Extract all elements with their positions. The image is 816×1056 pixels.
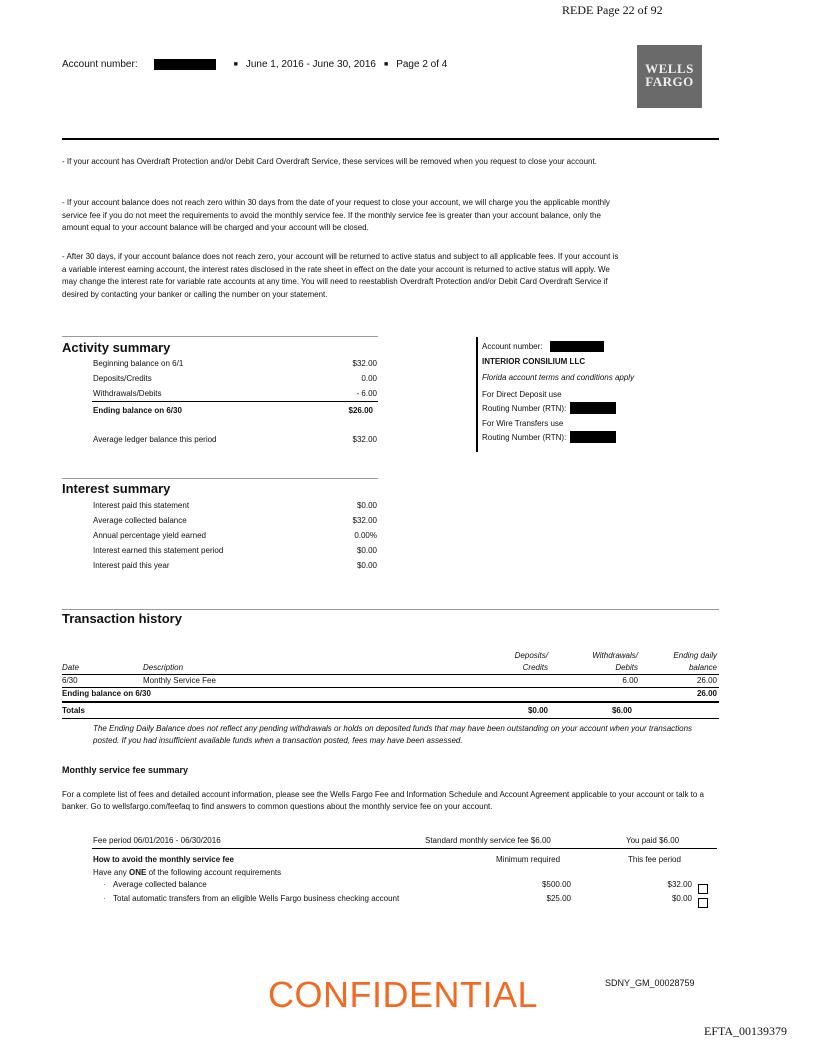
- this-fee-period-header: This fee period: [628, 855, 681, 864]
- column-header-credits: Credits: [522, 663, 548, 672]
- requirement-minimum: $500.00: [542, 880, 571, 889]
- page-number: Page 2 of 4: [396, 59, 448, 70]
- fee-period: Fee period 06/01/2016 - 06/30/2016: [93, 836, 221, 845]
- activity-value: $32.00: [352, 359, 377, 368]
- notice-balance-zero: - If your account balance does not reach zero within 30 days from the date of your request to close your account, we will charge you the applicable monthly service fee if you do not meet the requirements to avoid the monthly service fee. If the monthly service fee is greater than your account balance, only the amount equal to your account balance will be charged and your account will be closed.: [62, 198, 610, 232]
- checkbox-icon: [698, 884, 708, 894]
- wire-transfer-label: For Wire Transfers use: [482, 419, 564, 428]
- activity-ending-rule: [92, 401, 378, 402]
- activity-summary-title: Activity summary: [62, 340, 171, 355]
- notice-after-30-days: - After 30 days, if your account balance does not reach zero, your account will be returned to active status and subject to all applicable fees. If your account is a variable interest earning account, the interest rates disclosed in the rate sheet in effect on the date your account is returned to active status will apply. We may change the interest rate for variable rate accounts at any time. You will need to reestablish Overdraft Protection and/or Debit Card Overdraft Service if desired by contacting your banker or calling the number on your statement.: [62, 252, 619, 299]
- confidential-stamp: CONFIDENTIAL: [268, 974, 539, 1015]
- transaction-footnote: The Ending Daily Balance does not reflect any pending withdrawals or holds on deposited funds that may have been outstanding on your account when your transactions posted. If you had insufficient available funds when a transaction posted, fees may have been assessed.: [93, 724, 693, 745]
- account-terms: Florida account terms and conditions apply: [482, 373, 635, 382]
- page-reference: REDE Page 22 of 92: [562, 3, 663, 17]
- interest-label: Interest earned this statement period: [93, 546, 224, 555]
- transaction-history-title: Transaction history: [62, 611, 182, 626]
- totals-debits: $6.00: [611, 706, 632, 715]
- transaction-debit: 6.00: [622, 676, 638, 685]
- average-ledger-value: $32.00: [352, 435, 377, 444]
- account-info-bar: [476, 337, 478, 452]
- redacted-account-number: [154, 59, 216, 70]
- average-ledger-label: Average ledger balance this period: [93, 435, 217, 444]
- activity-value: - 6.00: [356, 389, 377, 398]
- redacted-routing-number: [570, 431, 616, 443]
- ending-balance-value: $26.00: [348, 406, 373, 415]
- column-header-date: Date: [62, 663, 79, 672]
- wire-transfer-rtn: [482, 431, 616, 443]
- logo-text-line2: FARGO: [645, 74, 694, 89]
- requirements-note-pre: Have any: [93, 868, 130, 877]
- bullet-icon: ■: [233, 61, 238, 68]
- redacted-account-number: [550, 341, 604, 352]
- fee-period-rule: [92, 848, 717, 849]
- requirement-label: Total automatic transfers from an eligible Wells Fargo business checking account: [113, 894, 400, 903]
- redacted-routing-number: [570, 402, 616, 414]
- interest-label: Interest paid this statement: [93, 501, 190, 510]
- transaction-ending-label: Ending balance on 6/30: [62, 689, 151, 698]
- interest-value: $0.00: [356, 561, 377, 570]
- interest-value: $0.00: [356, 546, 377, 555]
- header-bottom-rule: [62, 674, 719, 675]
- fee-paid: You paid $6.00: [626, 836, 680, 845]
- fee-summary-title: Monthly service fee summary: [62, 765, 189, 775]
- activity-value: 0.00: [361, 374, 377, 383]
- column-header-balance: balance: [688, 663, 717, 672]
- activity-label: Withdrawals/Debits: [93, 389, 162, 398]
- ending-balance-label: Ending balance on 6/30: [93, 406, 182, 415]
- interest-value: $32.00: [352, 516, 377, 525]
- totals-credits: $0.00: [527, 706, 548, 715]
- transaction-top-rule: [62, 609, 719, 610]
- bullet-dot-icon: ·: [103, 880, 106, 889]
- column-header-withdrawals: Withdrawals/: [592, 651, 638, 660]
- requirement-label: Average collected balance: [113, 880, 207, 889]
- account-number-label: Account number:: [62, 59, 138, 70]
- avoid-fee-heading: How to avoid the monthly service fee: [93, 855, 234, 864]
- interest-label: Average collected balance: [93, 516, 187, 525]
- column-header-debits: Debits: [615, 663, 638, 672]
- requirements-note-bold: ONE: [129, 868, 147, 877]
- bates-number: SDNY_GM_00028759: [605, 978, 695, 988]
- logo-text-line1: WELLS: [645, 61, 694, 76]
- requirement-checkbox: [694, 894, 708, 912]
- direct-deposit-rtn: [482, 402, 616, 414]
- row-rule: [62, 687, 719, 688]
- interest-label: Annual percentage yield earned: [93, 531, 206, 540]
- bullet-icon: ■: [383, 61, 389, 68]
- transaction-ending-value: 26.00: [696, 689, 717, 698]
- requirement-minimum: $25.00: [546, 894, 571, 903]
- direct-deposit-rtn-label: Routing Number (RTN):: [482, 403, 567, 413]
- bullet-dot-icon: ·: [103, 894, 106, 903]
- interest-value: $0.00: [356, 501, 377, 510]
- requirement-actual: $32.00: [667, 880, 692, 889]
- wells-fargo-logo: [637, 45, 702, 108]
- standard-fee: Standard monthly service fee $6.00: [425, 836, 551, 845]
- statement-period: June 1, 2016 - June 30, 2016: [245, 59, 376, 70]
- account-holder-name: INTERIOR CONSILIUM LLC: [482, 357, 586, 366]
- checkbox-icon: [698, 898, 708, 908]
- fee-summary-intro: For a complete list of fees and detailed account information, please see the Wells Fargo Fee and Information Schedule and Account Agreement applicable to your account or talk to a banker. Go to wellsfargo.com/feefaq to find answers to common questions about the monthly service fee on your account.: [62, 790, 705, 811]
- activity-label: Beginning balance on 6/1: [93, 359, 184, 368]
- notice-overdraft: - If your account has Overdraft Protection and/or Debit Card Overdraft Service, these services will be removed when you request to close your account.: [62, 157, 597, 166]
- transaction-description: Monthly Service Fee: [143, 676, 216, 685]
- ending-rule: [62, 701, 719, 703]
- interest-value: 0.00%: [354, 531, 377, 540]
- interest-label: Interest paid this year: [93, 561, 170, 570]
- account-info-number: [482, 341, 604, 352]
- column-header-ending-daily: Ending daily: [673, 651, 717, 660]
- transaction-balance: 26.00: [696, 676, 717, 685]
- totals-label: Totals: [62, 706, 85, 715]
- column-header-deposits: Deposits/: [514, 651, 548, 660]
- interest-top-rule: [62, 478, 378, 479]
- statement-header: [62, 59, 447, 70]
- requirement-actual: $0.00: [671, 894, 692, 903]
- requirements-note: [93, 868, 281, 877]
- requirements-note-post: of the following account requirements: [146, 868, 282, 877]
- activity-label: Deposits/Credits: [93, 374, 152, 383]
- efta-number: EFTA_00139379: [704, 1024, 788, 1038]
- header-divider: [62, 138, 719, 140]
- wire-transfer-rtn-label: Routing Number (RTN):: [482, 432, 567, 442]
- account-info-number-label: Account number:: [482, 342, 543, 351]
- transaction-date: 6/30: [62, 676, 78, 685]
- minimum-required-header: Minimum required: [496, 855, 561, 864]
- interest-summary-title: Interest summary: [62, 481, 171, 496]
- column-header-description: Description: [143, 663, 184, 672]
- direct-deposit-label: For Direct Deposit use: [482, 390, 562, 399]
- totals-rule: [62, 718, 719, 719]
- activity-top-rule: [62, 336, 378, 337]
